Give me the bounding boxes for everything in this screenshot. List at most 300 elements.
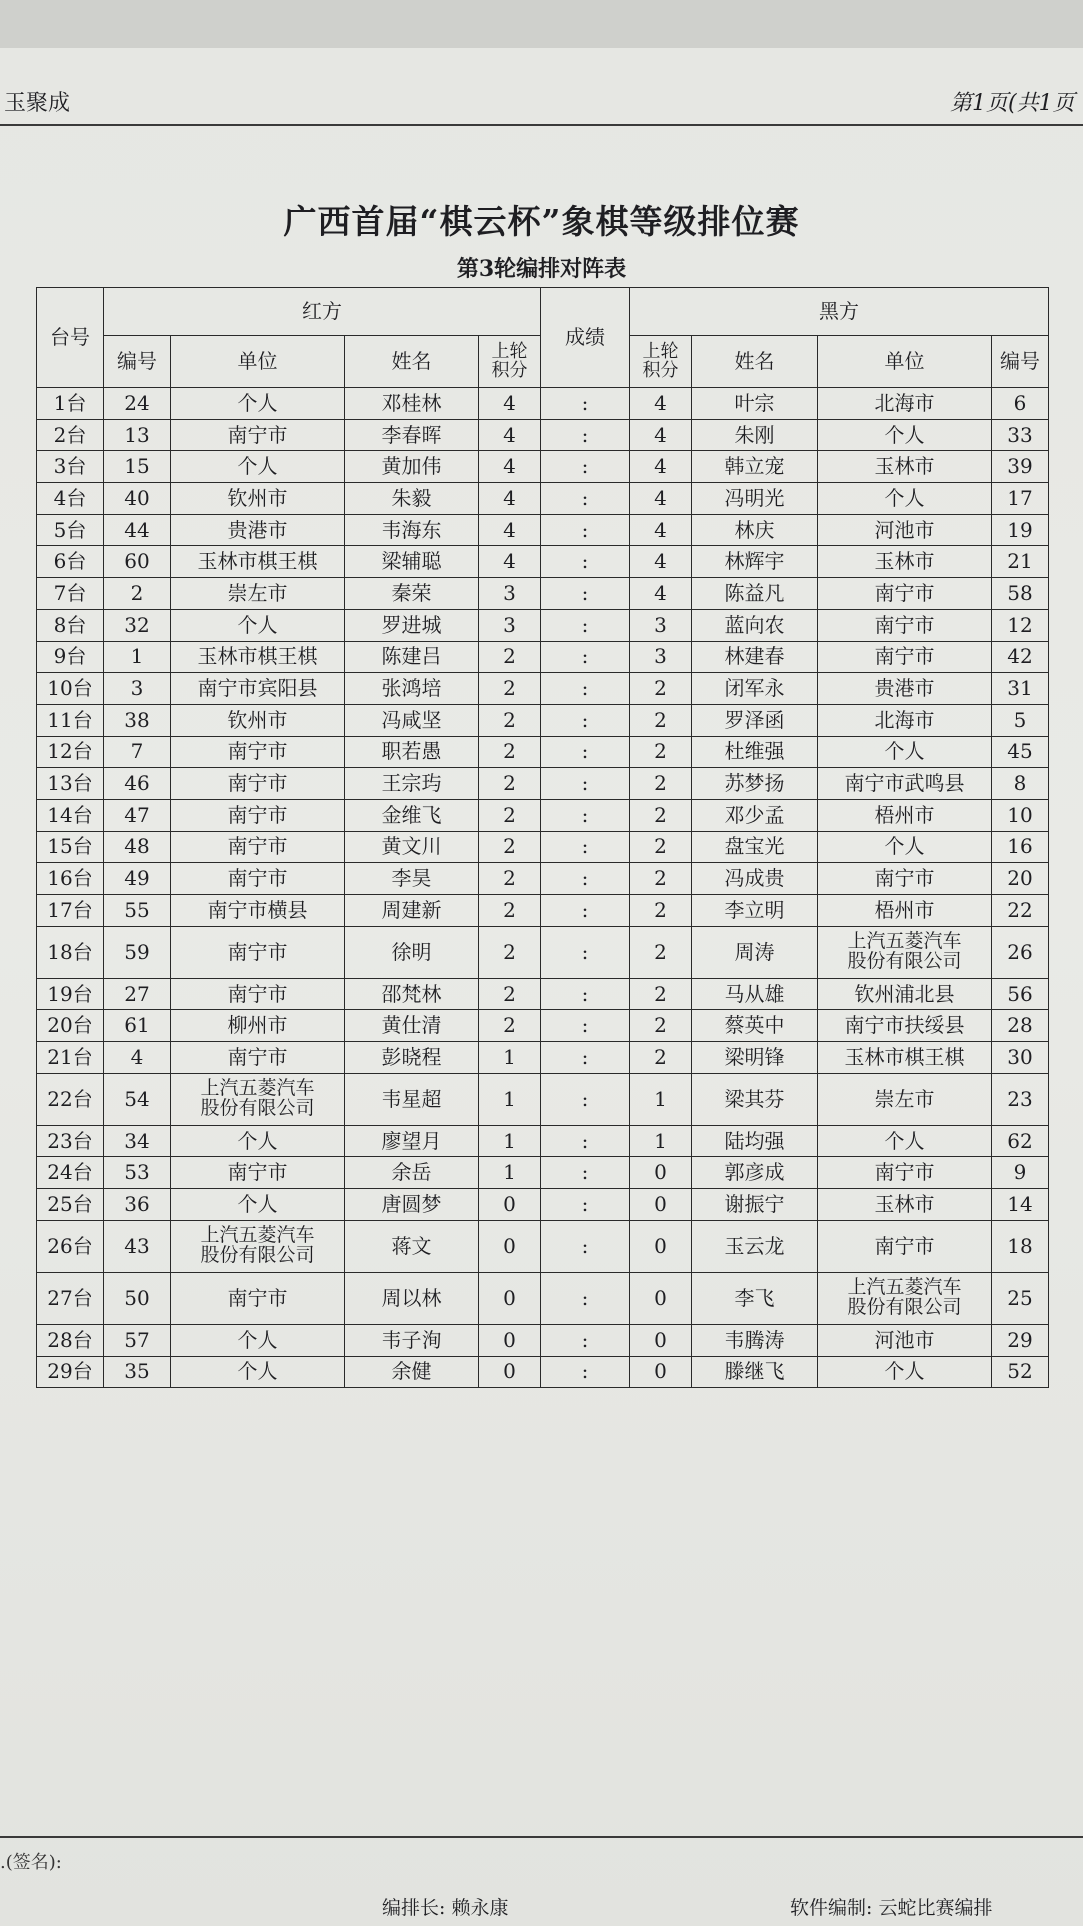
table-row [37, 673, 1049, 705]
sub-header-black-unit: 单位 [818, 336, 992, 388]
board-cell: 29台 [37, 1356, 104, 1388]
col-header-black: 黑方 [630, 288, 1049, 336]
table-row [37, 863, 1049, 895]
red-number: 49 [104, 863, 171, 895]
board-cell: 10台 [37, 673, 104, 705]
red-prev-score: 0 [479, 1189, 541, 1221]
red-name: 梁辅聪 [345, 546, 479, 578]
table-row [37, 1125, 1049, 1157]
black-prev-score: 2 [630, 799, 692, 831]
table-row [37, 736, 1049, 768]
red-name: 王宗玙 [345, 768, 479, 800]
black-prev-score: 2 [630, 895, 692, 927]
black-number: 30 [992, 1042, 1049, 1074]
black-number: 33 [992, 419, 1049, 451]
black-prev-score: 0 [630, 1157, 692, 1189]
black-unit: 北海市 [818, 704, 992, 736]
red-unit: 个人 [171, 388, 345, 420]
result: : [541, 578, 630, 610]
black-prev-score: 2 [630, 673, 692, 705]
red-number: 36 [104, 1189, 171, 1221]
score-label-line2: 积分 [491, 359, 528, 381]
red-name: 余健 [345, 1356, 479, 1388]
red-prev-score: 0 [479, 1356, 541, 1388]
result: : [541, 863, 630, 895]
black-unit: 上汽五菱汽车 股份有限公司 [818, 926, 992, 978]
red-prev-score: 1 [479, 1073, 541, 1125]
red-prev-score: 4 [479, 451, 541, 483]
red-name: 李昊 [345, 863, 479, 895]
red-name: 邓桂林 [345, 388, 479, 420]
black-number: 16 [992, 831, 1049, 863]
black-name: 蔡英中 [692, 1010, 818, 1042]
black-number: 14 [992, 1189, 1049, 1221]
table-row [37, 926, 1049, 978]
black-number: 25 [992, 1272, 1049, 1324]
board-cell: 4台 [37, 483, 104, 515]
black-number: 45 [992, 736, 1049, 768]
board-cell: 15台 [37, 831, 104, 863]
black-number: 29 [992, 1324, 1049, 1356]
board-cell: 5台 [37, 514, 104, 546]
black-name: 朱刚 [692, 419, 818, 451]
red-number: 34 [104, 1125, 171, 1157]
black-name: 罗泽函 [692, 704, 818, 736]
result: : [541, 546, 630, 578]
red-name: 朱毅 [345, 483, 479, 515]
red-number: 40 [104, 483, 171, 515]
red-name: 罗进城 [345, 609, 479, 641]
result: : [541, 1125, 630, 1157]
score-label-line1: 上轮 [642, 340, 679, 362]
result: : [541, 419, 630, 451]
black-unit: 玉林市 [818, 1189, 992, 1221]
col-header-result: 成绩 [541, 288, 630, 388]
black-number: 20 [992, 863, 1049, 895]
black-prev-score: 4 [630, 419, 692, 451]
red-unit: 钦州市 [171, 704, 345, 736]
result: : [541, 736, 630, 768]
table-row [37, 451, 1049, 483]
red-number: 55 [104, 895, 171, 927]
footer-divider [0, 1836, 1083, 1838]
red-prev-score: 1 [479, 1157, 541, 1189]
red-unit: 个人 [171, 1356, 345, 1388]
red-prev-score: 2 [479, 1010, 541, 1042]
black-number: 31 [992, 673, 1049, 705]
red-name: 韦子洵 [345, 1324, 479, 1356]
black-unit: 贵港市 [818, 673, 992, 705]
red-prev-score: 4 [479, 546, 541, 578]
table-row [37, 483, 1049, 515]
sub-header-black-no: 编号 [992, 336, 1049, 388]
board-cell: 8台 [37, 609, 104, 641]
table-row [37, 1220, 1049, 1272]
result: : [541, 388, 630, 420]
board-cell: 2台 [37, 419, 104, 451]
red-name: 蒋文 [345, 1220, 479, 1272]
table-row [37, 1157, 1049, 1189]
black-unit: 梧州市 [818, 799, 992, 831]
black-name: 闭军永 [692, 673, 818, 705]
black-prev-score: 4 [630, 483, 692, 515]
red-prev-score: 4 [479, 483, 541, 515]
black-unit: 南宁市扶绥县 [818, 1010, 992, 1042]
black-number: 58 [992, 578, 1049, 610]
black-name: 周涛 [692, 926, 818, 978]
document-title: 广西首届“棋云杯”象棋等级排位赛 [283, 202, 800, 241]
black-unit: 玉林市 [818, 451, 992, 483]
black-prev-score: 0 [630, 1272, 692, 1324]
table-row [37, 978, 1049, 1010]
black-name: 冯成贵 [692, 863, 818, 895]
black-prev-score: 4 [630, 578, 692, 610]
table-row [37, 1324, 1049, 1356]
red-unit: 崇左市 [171, 578, 345, 610]
black-number: 9 [992, 1157, 1049, 1189]
sub-header-red-name: 姓名 [345, 336, 479, 388]
black-prev-score: 2 [630, 768, 692, 800]
black-name: 叶宗 [692, 388, 818, 420]
table-row [37, 799, 1049, 831]
red-unit: 南宁市宾阳县 [171, 673, 345, 705]
red-name: 徐明 [345, 926, 479, 978]
document-subtitle: 第3轮编排对阵表 [456, 256, 627, 282]
black-prev-score: 1 [630, 1073, 692, 1125]
black-name: 蓝向农 [692, 609, 818, 641]
red-unit: 个人 [171, 1125, 345, 1157]
result: : [541, 768, 630, 800]
result: : [541, 673, 630, 705]
red-unit: 个人 [171, 1324, 345, 1356]
black-number: 8 [992, 768, 1049, 800]
red-name: 金维飞 [345, 799, 479, 831]
result: : [541, 895, 630, 927]
red-name: 职若愚 [345, 736, 479, 768]
black-name: 李立明 [692, 895, 818, 927]
sub-header-red-no: 编号 [104, 336, 171, 388]
red-prev-score: 3 [479, 578, 541, 610]
red-unit: 个人 [171, 1189, 345, 1221]
black-unit: 上汽五菱汽车 股份有限公司 [818, 1272, 992, 1324]
black-prev-score: 4 [630, 451, 692, 483]
red-prev-score: 2 [479, 926, 541, 978]
red-number: 48 [104, 831, 171, 863]
black-name: 玉云龙 [692, 1220, 818, 1272]
table-row [37, 768, 1049, 800]
table-row [37, 578, 1049, 610]
red-unit: 柳州市 [171, 1010, 345, 1042]
black-number: 5 [992, 704, 1049, 736]
result: : [541, 1356, 630, 1388]
red-number: 15 [104, 451, 171, 483]
black-unit: 河池市 [818, 514, 992, 546]
sub-header-red-unit: 单位 [171, 336, 345, 388]
black-number: 21 [992, 546, 1049, 578]
red-unit: 南宁市 [171, 1272, 345, 1324]
red-name: 周建新 [345, 895, 479, 927]
result: : [541, 1272, 630, 1324]
red-number: 43 [104, 1220, 171, 1272]
black-prev-score: 0 [630, 1324, 692, 1356]
red-prev-score: 2 [479, 978, 541, 1010]
black-number: 10 [992, 799, 1049, 831]
board-cell: 12台 [37, 736, 104, 768]
red-prev-score: 2 [479, 863, 541, 895]
red-number: 46 [104, 768, 171, 800]
black-prev-score: 2 [630, 926, 692, 978]
red-unit: 南宁市 [171, 978, 345, 1010]
red-number: 47 [104, 799, 171, 831]
table-row [37, 1010, 1049, 1042]
red-number: 27 [104, 978, 171, 1010]
black-unit: 南宁市 [818, 1157, 992, 1189]
table-row [37, 609, 1049, 641]
red-prev-score: 2 [479, 641, 541, 673]
red-unit: 南宁市 [171, 831, 345, 863]
red-unit: 个人 [171, 451, 345, 483]
black-unit: 北海市 [818, 388, 992, 420]
black-number: 62 [992, 1125, 1049, 1157]
black-unit: 个人 [818, 1125, 992, 1157]
result: : [541, 1220, 630, 1272]
black-name: 谢振宁 [692, 1189, 818, 1221]
result: : [541, 609, 630, 641]
black-unit: 个人 [818, 419, 992, 451]
table-row [37, 1272, 1049, 1324]
black-unit: 梧州市 [818, 895, 992, 927]
board-cell: 19台 [37, 978, 104, 1010]
red-number: 3 [104, 673, 171, 705]
red-unit: 南宁市 [171, 1157, 345, 1189]
black-number: 22 [992, 895, 1049, 927]
black-number: 18 [992, 1220, 1049, 1272]
black-name: 杜维强 [692, 736, 818, 768]
signature-label: .(签名): [0, 1852, 62, 1873]
result: : [541, 978, 630, 1010]
result: : [541, 641, 630, 673]
board-cell: 11台 [37, 704, 104, 736]
black-number: 56 [992, 978, 1049, 1010]
red-unit: 个人 [171, 609, 345, 641]
red-name: 余岳 [345, 1157, 479, 1189]
black-number: 17 [992, 483, 1049, 515]
red-unit: 南宁市 [171, 768, 345, 800]
red-number: 59 [104, 926, 171, 978]
red-unit: 玉林市棋王棋 [171, 546, 345, 578]
sub-header-red-score [479, 336, 541, 388]
red-unit: 南宁市 [171, 736, 345, 768]
result: : [541, 831, 630, 863]
chief-arbiter: 编排长: 赖永康 [382, 1897, 509, 1919]
red-number: 4 [104, 1042, 171, 1074]
board-cell: 6台 [37, 546, 104, 578]
board-cell: 24台 [37, 1157, 104, 1189]
black-prev-score: 4 [630, 546, 692, 578]
black-number: 19 [992, 514, 1049, 546]
software-credit: 软件编制: 云蛇比赛编排 [790, 1897, 993, 1919]
black-name: 苏梦扬 [692, 768, 818, 800]
red-name: 唐圆梦 [345, 1189, 479, 1221]
black-prev-score: 2 [630, 863, 692, 895]
black-unit: 钦州浦北县 [818, 978, 992, 1010]
black-prev-score: 4 [630, 514, 692, 546]
result: : [541, 1189, 630, 1221]
black-name: 陈益凡 [692, 578, 818, 610]
board-cell: 20台 [37, 1010, 104, 1042]
result: : [541, 1010, 630, 1042]
col-header-red: 红方 [104, 288, 541, 336]
black-unit: 玉林市棋王棋 [818, 1042, 992, 1074]
red-prev-score: 2 [479, 831, 541, 863]
red-prev-score: 4 [479, 388, 541, 420]
black-prev-score: 2 [630, 704, 692, 736]
table-row [37, 704, 1049, 736]
black-name: 陆均强 [692, 1125, 818, 1157]
pairing-table [36, 287, 1049, 1388]
black-name: 郭彦成 [692, 1157, 818, 1189]
red-prev-score: 2 [479, 895, 541, 927]
table-row [37, 514, 1049, 546]
red-prev-score: 0 [479, 1272, 541, 1324]
header-left-text: 玉聚成 [4, 91, 71, 116]
result: : [541, 1042, 630, 1074]
red-prev-score: 2 [479, 799, 541, 831]
black-name: 滕继飞 [692, 1356, 818, 1388]
black-prev-score: 2 [630, 736, 692, 768]
red-name: 邵梵林 [345, 978, 479, 1010]
black-prev-score: 2 [630, 1010, 692, 1042]
black-unit: 南宁市武鸣县 [818, 768, 992, 800]
black-number: 12 [992, 609, 1049, 641]
table-row [37, 1042, 1049, 1074]
red-number: 54 [104, 1073, 171, 1125]
col-header-board: 台号 [37, 288, 104, 388]
result: : [541, 514, 630, 546]
red-number: 24 [104, 388, 171, 420]
black-unit: 个人 [818, 736, 992, 768]
red-unit: 玉林市棋王棋 [171, 641, 345, 673]
red-name: 李春晖 [345, 419, 479, 451]
black-number: 42 [992, 641, 1049, 673]
result: : [541, 1324, 630, 1356]
red-unit: 贵港市 [171, 514, 345, 546]
sub-header-black-score [630, 336, 692, 388]
red-number: 7 [104, 736, 171, 768]
red-unit: 钦州市 [171, 483, 345, 515]
red-prev-score: 2 [479, 704, 541, 736]
board-cell: 14台 [37, 799, 104, 831]
black-name: 马从雄 [692, 978, 818, 1010]
result: : [541, 1073, 630, 1125]
table-row [37, 388, 1049, 420]
table-row [37, 546, 1049, 578]
board-cell: 26台 [37, 1220, 104, 1272]
red-name: 冯咸坚 [345, 704, 479, 736]
red-unit: 南宁市 [171, 799, 345, 831]
table-row [37, 831, 1049, 863]
page-indicator: 第1页(共1页 [950, 91, 1075, 116]
black-prev-score: 0 [630, 1356, 692, 1388]
red-name: 秦荣 [345, 578, 479, 610]
table-row [37, 419, 1049, 451]
red-prev-score: 2 [479, 768, 541, 800]
black-prev-score: 2 [630, 978, 692, 1010]
black-name: 林辉宇 [692, 546, 818, 578]
result: : [541, 483, 630, 515]
board-cell: 21台 [37, 1042, 104, 1074]
black-unit: 个人 [818, 483, 992, 515]
black-unit: 南宁市 [818, 578, 992, 610]
red-unit: 南宁市横县 [171, 895, 345, 927]
black-prev-score: 2 [630, 1042, 692, 1074]
black-unit: 玉林市 [818, 546, 992, 578]
red-number: 53 [104, 1157, 171, 1189]
red-number: 38 [104, 704, 171, 736]
red-number: 44 [104, 514, 171, 546]
black-number: 23 [992, 1073, 1049, 1125]
red-number: 1 [104, 641, 171, 673]
black-name: 盘宝光 [692, 831, 818, 863]
red-name: 韦海东 [345, 514, 479, 546]
red-number: 57 [104, 1324, 171, 1356]
board-cell: 3台 [37, 451, 104, 483]
red-unit: 南宁市 [171, 1042, 345, 1074]
red-number: 2 [104, 578, 171, 610]
board-cell: 17台 [37, 895, 104, 927]
board-cell: 28台 [37, 1324, 104, 1356]
board-cell: 27台 [37, 1272, 104, 1324]
black-unit: 南宁市 [818, 863, 992, 895]
black-prev-score: 0 [630, 1220, 692, 1272]
black-number: 28 [992, 1010, 1049, 1042]
red-name: 彭晓程 [345, 1042, 479, 1074]
black-number: 26 [992, 926, 1049, 978]
black-prev-score: 4 [630, 388, 692, 420]
board-cell: 16台 [37, 863, 104, 895]
black-number: 39 [992, 451, 1049, 483]
red-name: 陈建吕 [345, 641, 479, 673]
black-name: 冯明光 [692, 483, 818, 515]
header-divider [0, 124, 1083, 126]
red-prev-score: 4 [479, 514, 541, 546]
table-row [37, 641, 1049, 673]
black-prev-score: 2 [630, 831, 692, 863]
red-name: 廖望月 [345, 1125, 479, 1157]
table-row [37, 1073, 1049, 1125]
black-unit: 南宁市 [818, 1220, 992, 1272]
red-number: 61 [104, 1010, 171, 1042]
table-row [37, 1356, 1049, 1388]
black-name: 邓少孟 [692, 799, 818, 831]
black-unit: 个人 [818, 1356, 992, 1388]
red-unit: 南宁市 [171, 419, 345, 451]
black-unit: 河池市 [818, 1324, 992, 1356]
red-number: 35 [104, 1356, 171, 1388]
black-name: 梁明锋 [692, 1042, 818, 1074]
pairing-rows [37, 388, 1049, 1388]
red-name: 韦星超 [345, 1073, 479, 1125]
board-cell: 18台 [37, 926, 104, 978]
sub-header-black-name: 姓名 [692, 336, 818, 388]
red-number: 13 [104, 419, 171, 451]
board-cell: 9台 [37, 641, 104, 673]
black-name: 李飞 [692, 1272, 818, 1324]
black-unit: 南宁市 [818, 641, 992, 673]
red-name: 黄加伟 [345, 451, 479, 483]
black-name: 韦腾涛 [692, 1324, 818, 1356]
red-unit: 上汽五菱汽车 股份有限公司 [171, 1220, 345, 1272]
